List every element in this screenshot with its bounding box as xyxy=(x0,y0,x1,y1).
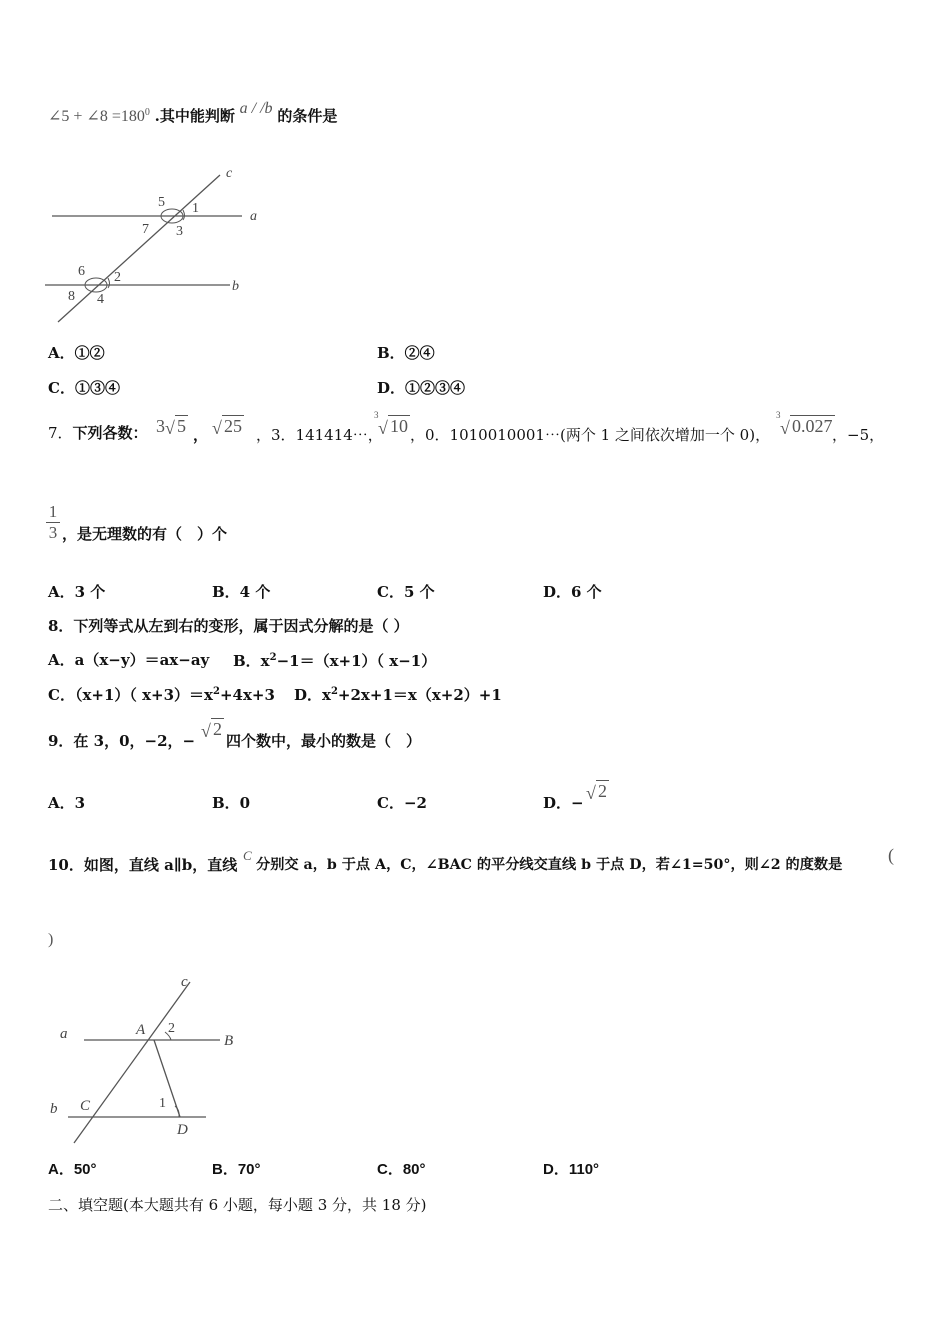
label-A: A xyxy=(136,1022,146,1038)
degree-sup: 0 xyxy=(144,107,150,118)
q10-close-paren: ) xyxy=(48,931,54,948)
q7-root1: 3 √ 5 xyxy=(156,416,186,438)
label-1: 1 xyxy=(192,201,199,216)
q9-tail: 四个数中，最小的数是（ ） xyxy=(226,732,422,750)
line-c xyxy=(74,982,190,1143)
q7-root3: 3 √ 10 xyxy=(374,410,408,438)
q6-option-a: A．①② xyxy=(48,344,105,362)
q10-option-d: D．110° xyxy=(543,1161,600,1178)
label-b: b xyxy=(232,279,239,294)
q7-option-d: D．6 个 xyxy=(543,583,602,601)
q7-root4-radicand: 0.027 xyxy=(792,416,833,436)
q10-option-c: C．80° xyxy=(377,1161,426,1178)
label-c: c xyxy=(226,166,233,181)
label-2: 2 xyxy=(114,270,121,285)
q7-root1-radicand: 5 xyxy=(177,416,186,436)
q8-b-sup: 2 xyxy=(269,652,277,663)
q6-option-d: D．①②③④ xyxy=(377,379,466,397)
q7-root3-index: 3 xyxy=(374,410,379,420)
q8-text: 8．下列等式从左到右的变形，属于因式分解的是（ ） xyxy=(48,617,409,635)
q7-frac-den: 3 xyxy=(48,523,58,542)
q8-b-post: −1＝（x+1）（ x−1） xyxy=(276,652,437,670)
q7-sep2: ，3．141414⋯， xyxy=(256,426,383,444)
label-b: b xyxy=(50,1101,58,1117)
parallel-math: a / /b xyxy=(239,100,273,117)
label-2: 2 xyxy=(168,1021,175,1036)
label-5: 5 xyxy=(158,195,165,210)
line-c xyxy=(58,175,220,322)
q10-lead: 10．如图，直线 a∥b，直线 xyxy=(48,856,238,874)
label-1: 1 xyxy=(159,1096,166,1111)
q7-root1-coef: 3 xyxy=(156,416,165,436)
q8-c-sup: 2 xyxy=(213,686,220,697)
label-8: 8 xyxy=(68,289,75,304)
q10-figure xyxy=(40,972,250,1152)
q9-lead: 9．在 3，0，−2，− xyxy=(48,732,196,750)
q7-tail: ，−5， xyxy=(832,426,885,444)
q9-option-d: D．− xyxy=(543,794,584,812)
label-6: 6 xyxy=(78,264,85,279)
q8-d-sup: 2 xyxy=(330,686,338,697)
angle-sum-math: ∠5 + ∠8 =180 xyxy=(48,108,145,125)
label-3: 3 xyxy=(176,224,183,239)
q7-root3-radicand: 10 xyxy=(390,416,408,436)
q10-c-math: C xyxy=(243,848,252,863)
q6-cond-tail: 的条件是 xyxy=(277,107,338,125)
q7-option-b: B．4 个 xyxy=(212,583,271,601)
label-D: D xyxy=(177,1122,188,1138)
q10-option-a: A．50° xyxy=(48,1161,97,1178)
q7-line2: ，是无理数的有（ ）个 xyxy=(62,525,228,543)
q8-c-post: +4x+3 xyxy=(219,686,275,704)
q6-condition xyxy=(48,100,338,125)
q6-option-b: B．②④ xyxy=(377,344,435,362)
q9-radicand: 2 xyxy=(213,719,222,739)
label-4: 4 xyxy=(97,292,104,307)
q9-option-d-root: √ 2 xyxy=(586,781,607,803)
label-c: c xyxy=(181,974,188,990)
q8-option-a: A．a（x−y）＝ax−ay xyxy=(48,651,210,669)
q6-cond-text: .其中能判断 xyxy=(154,107,235,125)
q8-d-pre: D．x xyxy=(294,686,331,704)
q6-option-c: C．①③④ xyxy=(48,379,120,397)
q7-root2: √ 25 xyxy=(212,416,242,438)
q7-frac-num: 1 xyxy=(46,502,60,523)
q9-option-a: A．3 xyxy=(48,794,86,812)
q7-option-c: C．5 个 xyxy=(377,583,435,601)
label-a: a xyxy=(60,1026,68,1042)
label-a: a xyxy=(250,209,257,224)
label-C: C xyxy=(80,1098,91,1114)
q8-b-pre: B．x xyxy=(233,652,270,670)
q6-figure xyxy=(40,160,280,330)
q7-root4-index: 3 xyxy=(776,410,781,420)
q7-option-a: A．3 个 xyxy=(48,583,106,601)
q9-d-radicand: 2 xyxy=(598,781,607,801)
section-2-heading: 二、填空题(本大题共有 6 小题，每小题 3 分，共 18 分) xyxy=(48,1196,427,1214)
q7-sep1: ， xyxy=(193,426,209,444)
bisector-ad xyxy=(154,1040,180,1117)
q10-option-b: B．70° xyxy=(212,1161,261,1178)
q10-tail: 分别交 a，b 于点 A，C，∠BAC 的平分线交直线 b 于点 D，若∠1=50°，则∠2 的度数是 xyxy=(256,857,843,873)
q7-mid: ，0．1010010001⋯(两个 1 之间依次增加一个 0)， xyxy=(410,426,771,444)
q8-option-c xyxy=(48,687,275,703)
label-7: 7 xyxy=(142,222,149,237)
q8-option-b xyxy=(233,653,436,669)
q8-option-d xyxy=(294,687,502,703)
q8-d-post: +2x+1＝x（x+2）+1 xyxy=(337,686,502,704)
q7-root2-radicand: 25 xyxy=(224,416,242,436)
q7-fraction xyxy=(46,502,60,543)
q9-option-c: C．−2 xyxy=(377,794,427,812)
q7-number: 7． xyxy=(48,424,73,442)
q10-open-paren: ( xyxy=(888,845,894,865)
q7-text xyxy=(48,426,148,441)
q7-lead: 下列各数： xyxy=(72,424,148,442)
q7-root4: 3 √ 0.027 xyxy=(776,410,833,438)
label-B: B xyxy=(224,1033,234,1049)
q8-c-pre: C．（x+1）（ x+3）＝x xyxy=(48,686,214,704)
q9-option-b: B．0 xyxy=(212,794,251,812)
q9-root: √ 2 xyxy=(201,719,222,741)
